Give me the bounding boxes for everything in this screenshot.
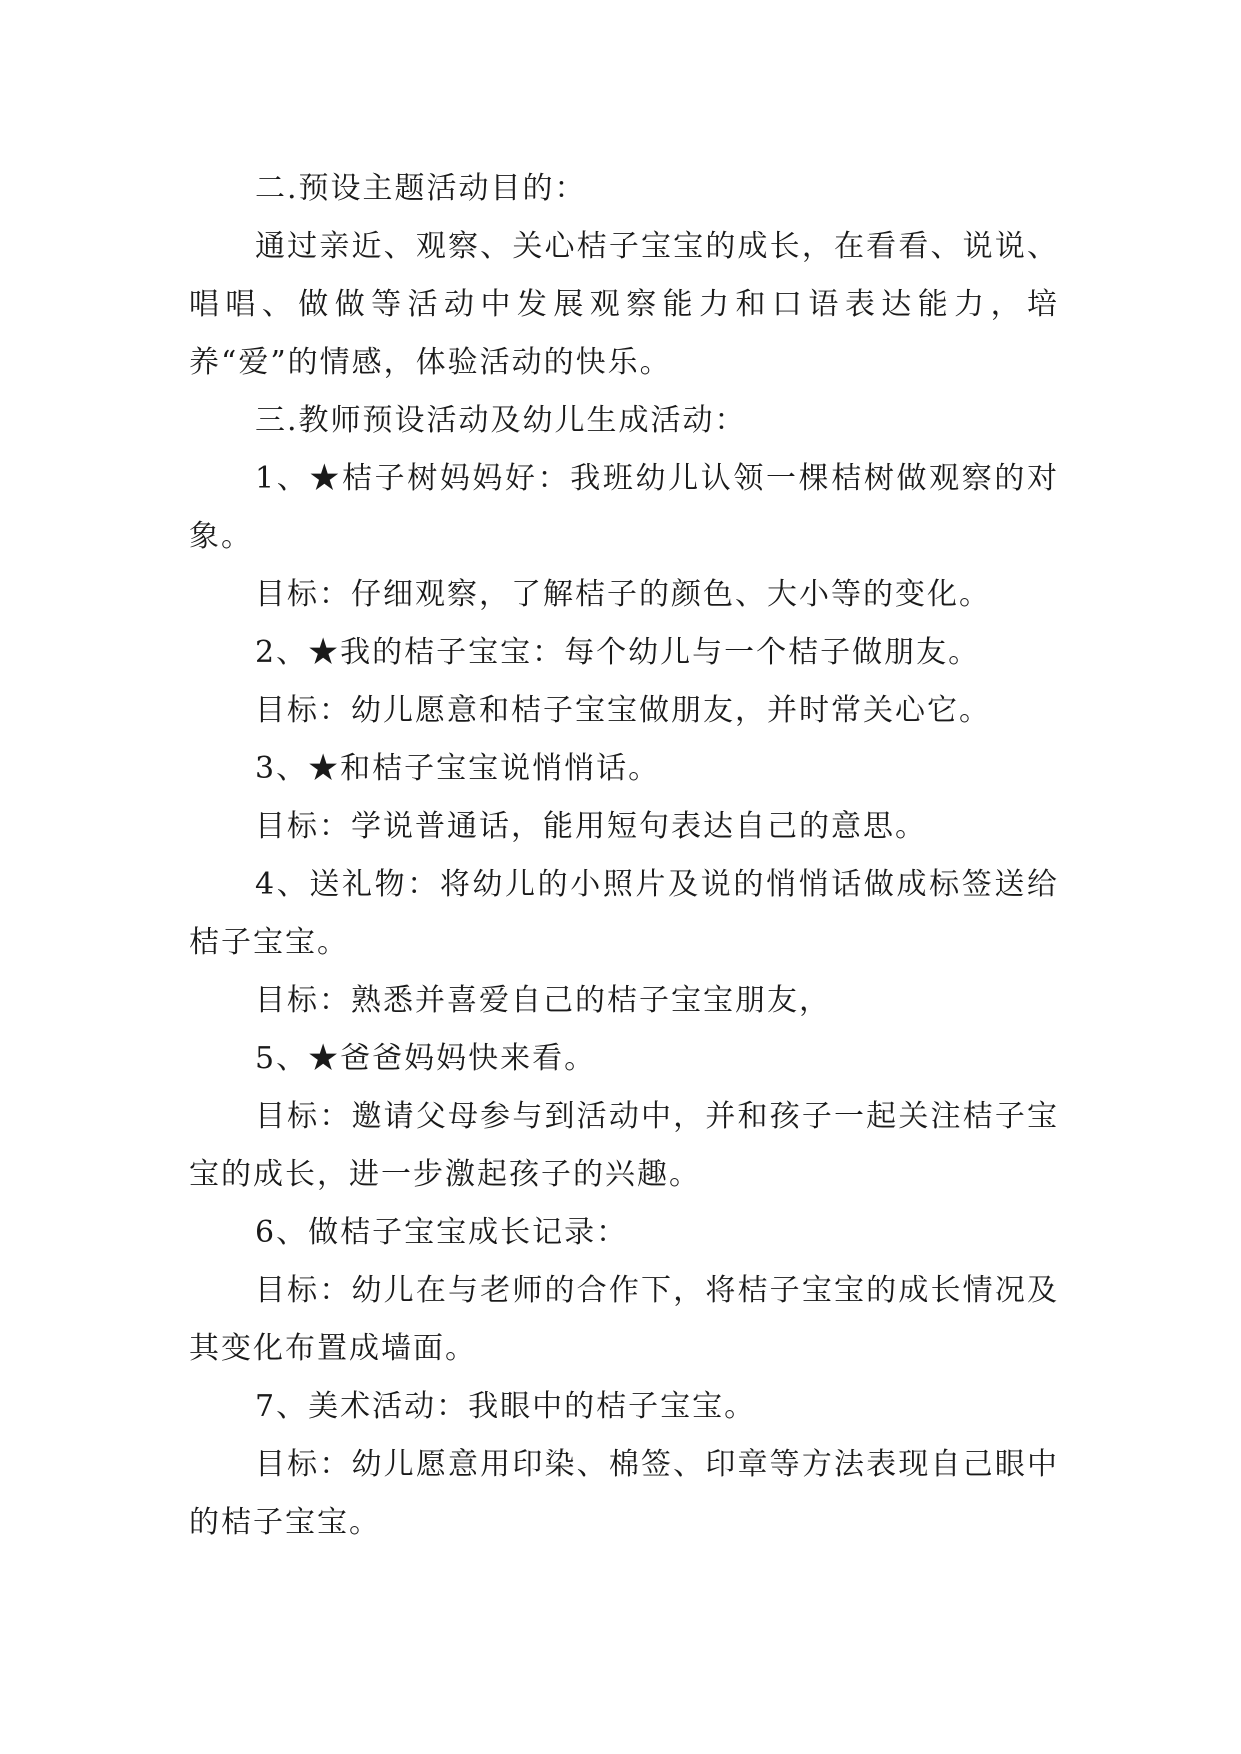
activity-item-2: 2、★我的桔子宝宝：每个幼儿与一个桔子做朋友。 bbox=[255, 635, 981, 670]
activity-goal-7: 目标：幼儿愿意用印染、棉签、印章等方法表现自己眼中的桔子宝宝。 bbox=[189, 1447, 1059, 1540]
activity-goal-5: 目标：邀请父母参与到活动中，并和孩子一起关注桔子宝宝的成长，进一步激起孩子的兴趣。 bbox=[189, 1099, 1059, 1192]
activity-item-6: 6、做桔子宝宝成长记录： bbox=[255, 1215, 629, 1250]
activity-goal-3: 目标：学说普通话，能用短句表达自己的意思。 bbox=[255, 809, 927, 844]
section-heading-goals: 二.预设主题活动目的： bbox=[255, 171, 587, 206]
activity-goal-1: 目标：仔细观察，了解桔子的颜色、大小等的变化。 bbox=[255, 577, 991, 612]
activity-item-5: 5、★爸爸妈妈快来看。 bbox=[255, 1041, 597, 1076]
activity-item-3: 3、★和桔子宝宝说悄悄话。 bbox=[255, 751, 661, 786]
activity-goal-6: 目标：幼儿在与老师的合作下，将桔子宝宝的成长情况及其变化布置成墙面。 bbox=[189, 1273, 1059, 1366]
document-body bbox=[189, 160, 1059, 1552]
activity-goal-2: 目标：幼儿愿意和桔子宝宝做朋友，并时常关心它。 bbox=[255, 693, 991, 728]
goals-paragraph: 通过亲近、观察、关心桔子宝宝的成长，在看看、说说、唱唱、做做等活动中发展观察能力和口语表达能力，培养“爱”的情感，体验活动的快乐。 bbox=[189, 229, 1059, 380]
activity-goal-4: 目标：熟悉并喜爱自己的桔子宝宝朋友， bbox=[255, 983, 831, 1018]
activity-item-1: 1、★桔子树妈妈好：我班幼儿认领一棵桔树做观察的对象。 bbox=[189, 461, 1059, 554]
activity-item-7: 7、美术活动：我眼中的桔子宝宝。 bbox=[255, 1389, 757, 1424]
section-heading-activities: 三.教师预设活动及幼儿生成活动： bbox=[255, 403, 747, 438]
activity-item-4: 4、送礼物：将幼儿的小照片及说的悄悄话做成标签送给桔子宝宝。 bbox=[189, 867, 1059, 960]
